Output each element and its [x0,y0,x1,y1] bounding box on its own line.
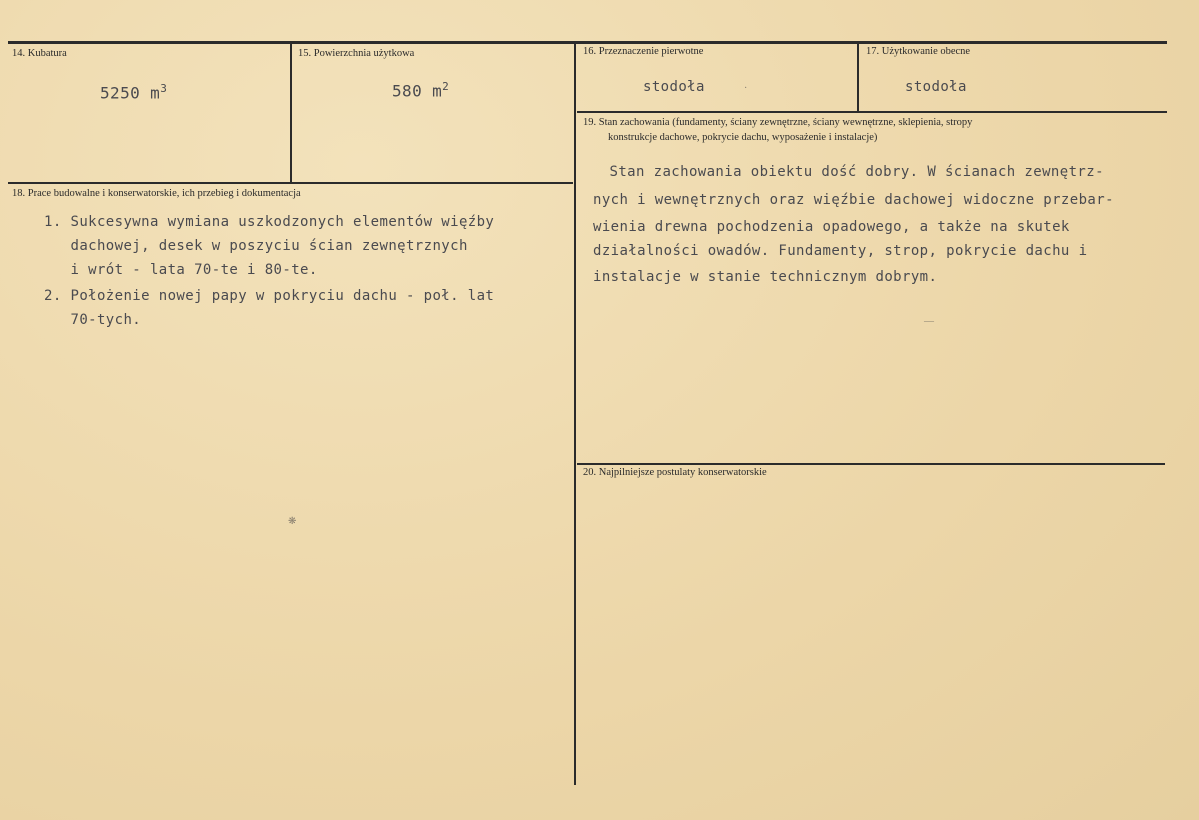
field-14-label: 14. Kubatura [12,48,67,59]
field-20-label: 20. Najpilniejsze postulaty konserwatorskie [583,467,767,478]
field-18-line-2: dachowej, desek w poszyciu ścian zewnętrznych [44,238,468,254]
field-15-exponent: 2 [442,80,450,93]
rule-between-14-18 [8,182,573,184]
field-19-line-2: nych i wewnętrznych oraz więźbie dachowej widoczne przebar- [593,192,1114,208]
field-18-line-4: 2. Położenie nowej papy w pokryciu dachu - poł. lat [44,288,495,304]
field-17-label: 17. Użytkowanie obecne [866,46,971,57]
paper-speck: — [924,316,934,327]
field-19-line-5: instalacje w stanie technicznym dobrym. [593,269,938,285]
field-19-label-line1: 19. Stan zachowania (fundamenty, ściany zewnętrzne, ściany wewnętrzne, sklepienia, stropy [583,117,973,128]
field-18-line-5: 70-tych. [44,312,142,328]
field-18-label: 18. Prace budowalne i konserwatorskie, ich przebieg i dokumentacja [12,188,301,199]
divider-center [574,43,576,785]
divider-16-17 [857,43,859,111]
field-17-value: stodoła [905,79,967,95]
divider-14-15 [290,43,292,182]
field-14-number: 5250 m [100,83,161,103]
field-15-value [392,80,449,100]
field-19-line-3: wienia drewna pochodzenia opadowego, a także na skutek [593,219,1070,235]
rule-above-20 [577,463,1165,465]
field-19-line-1: Stan zachowania obiektu dość dobry. W ścianach zewnętrz- [583,164,1104,180]
field-14-value [100,82,167,102]
field-16-value: stodoła [643,79,705,95]
field-15-number: 580 m [392,81,443,101]
field-15-label: 15. Powierzchnia użytkowa [298,48,415,59]
field-19-label-line2: konstrukcje dachowe, pokrycie dachu, wyposażenie i instalacje) [608,132,878,143]
field-14-exponent: 3 [160,82,168,95]
top-rule [8,41,1167,44]
field-16-label: 16. Przeznaczenie pierwotne [583,46,704,57]
rule-above-19 [577,111,1167,113]
paper-speck: ❋ [288,516,297,527]
ink-speck: · [744,83,748,94]
field-19-line-4: działalności owadów. Fundamenty, strop, pokrycie dachu i [593,243,1088,259]
field-18-line-3: i wrót - lata 70-te i 80-te. [44,262,318,278]
field-18-line-1: 1. Sukcesywna wymiana uszkodzonych elementów więźby [44,214,495,230]
